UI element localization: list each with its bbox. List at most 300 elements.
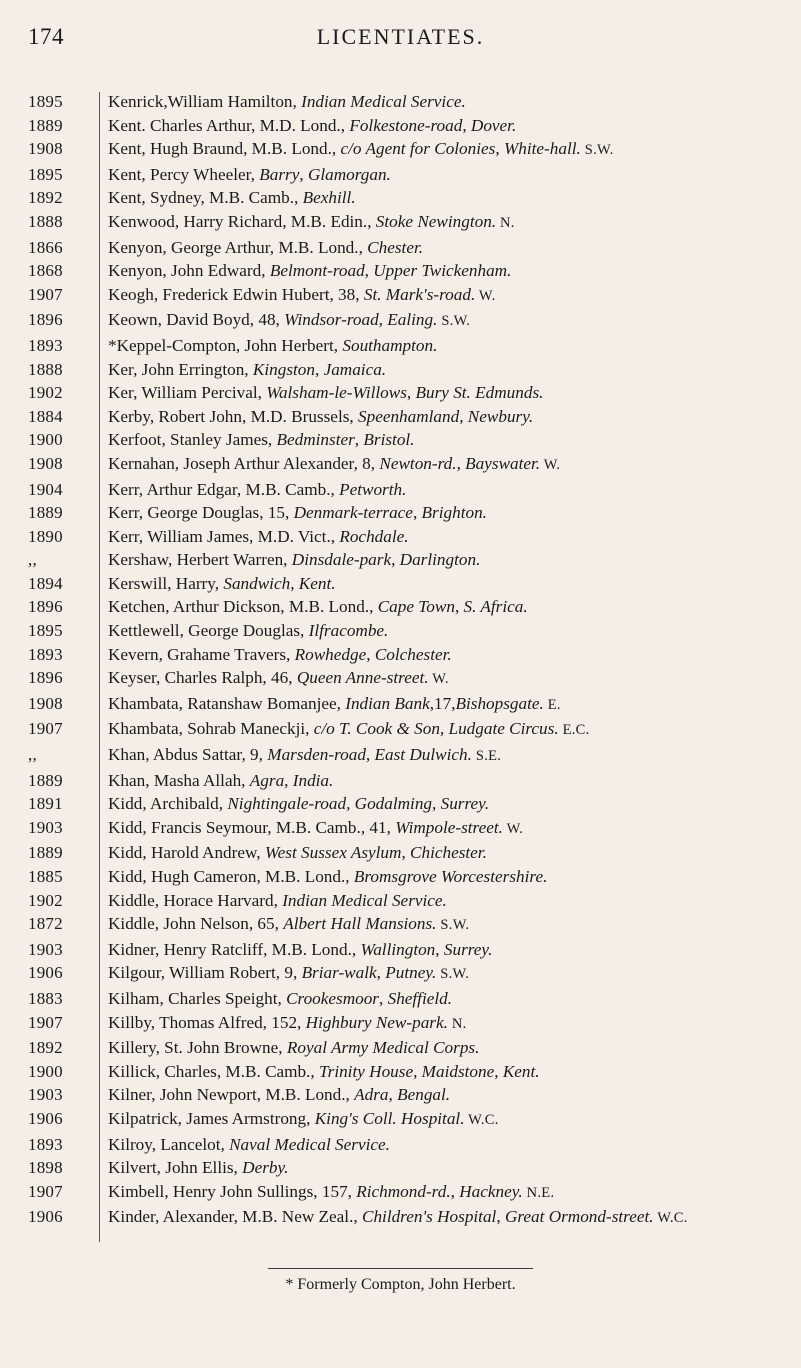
entry-postal-district: W. bbox=[428, 671, 449, 688]
entry-text bbox=[98, 912, 778, 938]
entry-address: Upper Twickenham. bbox=[373, 261, 512, 281]
list-item bbox=[28, 1083, 778, 1107]
entry-address: Dover. bbox=[470, 115, 517, 135]
entry-address: Surrey. bbox=[440, 794, 490, 814]
entry-name: Khambata, Sohrab Maneckji, bbox=[108, 719, 314, 739]
entry-address: Derby. bbox=[242, 1158, 289, 1178]
entry-year: 1907 bbox=[28, 1012, 63, 1032]
entry-address: Highbury New-park. bbox=[305, 1012, 448, 1032]
entry-address: Marsden-road bbox=[267, 745, 366, 765]
entry-name: , bbox=[462, 115, 471, 135]
entry-address: Wallington bbox=[360, 939, 436, 959]
entry-text bbox=[98, 889, 778, 913]
entry-address: Sandwich bbox=[223, 573, 291, 593]
entry-postal-district: S.W. bbox=[436, 917, 470, 934]
entry-address: Colchester. bbox=[374, 644, 452, 664]
entry-year: 1903 bbox=[28, 817, 63, 837]
entry-address: Great Ormond-street. bbox=[504, 1207, 654, 1227]
entry-name: Kilham, Charles Speight, bbox=[108, 988, 287, 1008]
footnote: * Formerly Compton, John Herbert. bbox=[285, 1276, 516, 1293]
entry-year: 1900 bbox=[28, 1061, 63, 1081]
entry-name: Kimbell, Henry John Sullings, 157, bbox=[108, 1181, 357, 1201]
list-item bbox=[28, 137, 778, 163]
entry-name: Kernahan, Joseph Arthur Alexander, 8, bbox=[108, 453, 380, 473]
entry-text bbox=[98, 938, 778, 962]
entry-text bbox=[98, 1180, 778, 1206]
entry-postal-district: E.C. bbox=[558, 722, 590, 739]
list-item bbox=[28, 1011, 778, 1037]
entry-year: 1896 bbox=[28, 597, 63, 617]
entry-name: Kerby, Robert John, M.D. Brussels, bbox=[108, 406, 358, 426]
entry-name: Kilvert, John Ellis, bbox=[108, 1158, 243, 1178]
entry-year: 1908 bbox=[28, 453, 63, 473]
entry-text bbox=[98, 572, 778, 596]
entry-text bbox=[98, 769, 778, 793]
list-item bbox=[28, 428, 778, 452]
entry-text bbox=[98, 186, 778, 210]
entry-name: , bbox=[391, 550, 400, 570]
list-item bbox=[28, 889, 778, 913]
entry-year: 1890 bbox=[28, 526, 63, 546]
entry-address: Bishopsgate. bbox=[455, 693, 544, 713]
list-item bbox=[28, 452, 778, 478]
list-item bbox=[28, 308, 778, 334]
entry-address: Ilfracombe. bbox=[308, 621, 389, 641]
entry-address: Wimpole-street. bbox=[395, 817, 503, 837]
entry-year: 1902 bbox=[28, 383, 63, 403]
entry-year: 1888 bbox=[28, 211, 63, 231]
entry-name: Kiddle, John Nelson, 65, bbox=[108, 914, 284, 934]
entry-text bbox=[98, 137, 778, 163]
entry-address: Putney. bbox=[385, 963, 437, 983]
entry-address: Walsham-le-Willows bbox=[266, 383, 407, 403]
entry-address: Rochdale. bbox=[339, 526, 409, 546]
footnote-rule bbox=[268, 1268, 533, 1269]
list-item bbox=[28, 717, 778, 743]
entry-text bbox=[98, 1107, 778, 1133]
entry-year: 1908 bbox=[28, 693, 63, 713]
list-item bbox=[28, 619, 778, 643]
entry-address: Speenhamland bbox=[358, 406, 460, 426]
list-item bbox=[28, 595, 778, 619]
entry-address: Hackney. bbox=[459, 1181, 523, 1201]
entry-name: , bbox=[364, 261, 374, 281]
entry-name: Kerswill, Harry, bbox=[108, 573, 224, 593]
page-number: 174 bbox=[28, 24, 64, 49]
list-item bbox=[28, 1133, 778, 1157]
entry-address: King's Coll. Hospital. bbox=[314, 1108, 465, 1128]
entry-address: Bromsgrove Worcestershire. bbox=[353, 867, 548, 886]
entry-year: 1898 bbox=[28, 1158, 63, 1178]
entry-text bbox=[98, 283, 778, 309]
entry-year: ,, bbox=[28, 550, 37, 570]
entry-name: , bbox=[376, 963, 386, 983]
entry-address: Indian Medical Service. bbox=[282, 890, 447, 910]
entry-year: 1896 bbox=[28, 310, 63, 330]
list-item bbox=[28, 186, 778, 210]
entry-name: Khan, Abdus Sattar, 9, bbox=[108, 745, 268, 765]
entry-year: 1893 bbox=[28, 335, 63, 355]
entry-postal-district: W.C. bbox=[653, 1210, 688, 1227]
entry-text bbox=[98, 692, 778, 718]
entry-name: Kinder, Alexander, M.B. New Zeal., bbox=[108, 1207, 362, 1227]
entry-text bbox=[98, 548, 778, 572]
entry-address: Glamorgan. bbox=[307, 164, 391, 184]
entry-year: 1883 bbox=[28, 988, 63, 1008]
entry-name: , bbox=[412, 503, 422, 523]
entry-year: 1904 bbox=[28, 479, 63, 499]
entry-text bbox=[98, 308, 778, 334]
entry-address: Maidstone bbox=[421, 1061, 495, 1081]
entry-address: Chichester. bbox=[410, 843, 487, 863]
entry-year: 1903 bbox=[28, 939, 63, 959]
entry-address: Newton-rd. bbox=[379, 453, 457, 473]
entry-address: Kent. bbox=[298, 573, 336, 593]
entry-text bbox=[98, 619, 778, 643]
entry-address: Bury St. Edmunds. bbox=[415, 383, 544, 403]
entry-text bbox=[98, 163, 778, 187]
entry-name: , bbox=[354, 430, 364, 450]
entry-name: , bbox=[494, 1061, 503, 1081]
list-item bbox=[28, 114, 778, 138]
entry-name: , bbox=[413, 1061, 422, 1081]
entry-address: c/o Agent for Colonies bbox=[340, 139, 496, 159]
entry-address: Kingston bbox=[252, 359, 315, 379]
running-title: LICENTIATES. bbox=[316, 24, 485, 49]
entry-name: Kershaw, Herbert Warren, bbox=[108, 550, 292, 570]
entry-text bbox=[98, 717, 778, 743]
entry-name: , bbox=[284, 770, 293, 790]
entry-name: Kidd, Francis Seymour, M.B. Camb., 41, bbox=[108, 817, 396, 837]
entry-address: West Sussex Asylum bbox=[264, 843, 402, 863]
entry-year: 1907 bbox=[28, 719, 63, 739]
entry-name: , bbox=[314, 359, 324, 379]
entry-name: Kent, Sydney, M.B. Camb., bbox=[108, 188, 303, 208]
list-item bbox=[28, 1036, 778, 1060]
entry-name: Kent, Percy Wheeler, bbox=[108, 164, 260, 184]
entry-year: 1893 bbox=[28, 1134, 63, 1154]
entry-address: Albert Hall Mansions. bbox=[283, 914, 437, 934]
entry-text bbox=[98, 1083, 778, 1107]
entry-name: Ker, John Errington, bbox=[108, 359, 253, 379]
entry-name: Kerr, Arthur Edgar, M.B. Camb., bbox=[108, 479, 340, 499]
entry-name: Killby, Thomas Alfred, 152, bbox=[108, 1012, 306, 1032]
entry-address: Nightingale-road bbox=[227, 794, 347, 814]
entry-name: Kidd, Harold Andrew, bbox=[108, 843, 265, 863]
entry-name: ,17, bbox=[429, 693, 456, 713]
entry-name: , bbox=[432, 794, 441, 814]
entry-year: 1885 bbox=[28, 867, 63, 886]
entry-address: Stoke Newington. bbox=[375, 211, 497, 231]
list-item bbox=[28, 210, 778, 236]
list-item bbox=[28, 1107, 778, 1133]
entry-text bbox=[98, 1036, 778, 1060]
list-item bbox=[28, 792, 778, 816]
entry-name: Kidd, Hugh Cameron, M.B. Lond., bbox=[108, 867, 354, 886]
entry-address: Windsor-road bbox=[284, 310, 379, 330]
entry-text bbox=[98, 841, 778, 865]
entry-text bbox=[98, 478, 778, 502]
entry-text bbox=[98, 595, 778, 619]
entry-address: Folkestone-road bbox=[349, 115, 463, 135]
list-item bbox=[28, 381, 778, 405]
entry-address: Darlington. bbox=[399, 550, 481, 570]
entry-address: Chester. bbox=[367, 237, 424, 257]
entry-year: 1895 bbox=[28, 621, 63, 641]
entry-year: 1892 bbox=[28, 1038, 63, 1058]
list-item bbox=[28, 865, 778, 889]
entry-year: 1902 bbox=[28, 890, 63, 910]
list-item bbox=[28, 236, 778, 260]
entry-name: Kenwood, Harry Richard, M.B. Edin., bbox=[108, 211, 376, 231]
entry-text bbox=[98, 90, 778, 114]
entry-postal-district: S.W. bbox=[580, 142, 614, 159]
entry-year: 1889 bbox=[28, 843, 63, 863]
entry-year: 1866 bbox=[28, 237, 63, 257]
entry-address: Bedminster bbox=[276, 430, 355, 450]
entry-year: 1893 bbox=[28, 644, 63, 664]
entry-address: Dinsdale-park bbox=[291, 550, 392, 570]
entry-name: Kidd, Archibald, bbox=[108, 794, 228, 814]
entry-text bbox=[98, 987, 778, 1011]
entry-text bbox=[98, 743, 778, 769]
entry-year: 1894 bbox=[28, 573, 63, 593]
list-item bbox=[28, 769, 778, 793]
entry-address: Belmont-road bbox=[269, 261, 365, 281]
list-item bbox=[28, 666, 778, 692]
entry-postal-district: W.C. bbox=[464, 1111, 499, 1128]
entry-text bbox=[98, 1011, 778, 1037]
entry-address: Bengal. bbox=[397, 1085, 451, 1105]
entry-address: Children's Hospital bbox=[361, 1207, 497, 1227]
entry-address: Cape Town bbox=[377, 597, 455, 617]
entry-address: Naval Medical Service. bbox=[229, 1134, 390, 1154]
entry-postal-district: N. bbox=[496, 214, 515, 231]
list-item bbox=[28, 1156, 778, 1180]
entry-name: Kerfoot, Stanley James, bbox=[108, 430, 277, 450]
list-item bbox=[28, 841, 778, 865]
entry-address: White-hall. bbox=[503, 139, 581, 159]
entry-address: Agra bbox=[249, 770, 285, 790]
list-item bbox=[28, 572, 778, 596]
entry-year: 1906 bbox=[28, 963, 63, 983]
entry-address: Crookesmoor bbox=[286, 988, 379, 1008]
entry-text bbox=[98, 1060, 778, 1084]
entry-address: Southampton. bbox=[342, 335, 438, 355]
entry-name: Kidner, Henry Ratcliff, M.B. Lond., bbox=[108, 939, 361, 959]
entry-address: St. Mark's-road. bbox=[363, 284, 476, 304]
entry-postal-district: W. bbox=[475, 287, 496, 304]
entry-year: 1889 bbox=[28, 503, 63, 523]
entry-text bbox=[98, 381, 778, 405]
entry-address: Indian Medical Service. bbox=[301, 92, 466, 111]
entry-year: 1903 bbox=[28, 1085, 63, 1105]
entry-name: Kent, Hugh Braund, M.B. Lond., bbox=[108, 139, 341, 159]
entry-name: Kerr, William James, M.D. Vict., bbox=[108, 526, 340, 546]
entry-name: , bbox=[459, 406, 468, 426]
entry-text bbox=[98, 666, 778, 692]
entry-name: Kenyon, John Edward, bbox=[108, 261, 270, 281]
entry-year: 1907 bbox=[28, 1181, 63, 1201]
entry-name: *Keppel-Compton, John Herbert, bbox=[108, 335, 343, 355]
entry-address: Rowhedge bbox=[294, 644, 367, 664]
entry-name: Kilgour, William Robert, 9, bbox=[108, 963, 302, 983]
entry-text bbox=[98, 236, 778, 260]
entry-name: , bbox=[379, 988, 388, 1008]
entry-name: , bbox=[290, 573, 299, 593]
entry-text bbox=[98, 816, 778, 842]
entry-text bbox=[98, 1156, 778, 1180]
entry-year: 1908 bbox=[28, 139, 63, 159]
entry-name: , bbox=[299, 164, 308, 184]
list-item bbox=[28, 358, 778, 382]
entry-text bbox=[98, 792, 778, 816]
list-item bbox=[28, 743, 778, 769]
list-item bbox=[28, 816, 778, 842]
list-item bbox=[28, 478, 778, 502]
entry-text bbox=[98, 525, 778, 549]
entry-name: Khan, Masha Allah, bbox=[108, 770, 250, 790]
entry-address: S. Africa. bbox=[463, 597, 528, 617]
entry-year: 1895 bbox=[28, 164, 63, 184]
entry-name: Kettlewell, George Douglas, bbox=[108, 621, 309, 641]
entry-address: Newbury. bbox=[467, 406, 534, 426]
entry-text bbox=[98, 405, 778, 429]
list-item bbox=[28, 1205, 778, 1231]
entry-year: 1889 bbox=[28, 770, 63, 790]
entry-address: Petworth. bbox=[339, 479, 407, 499]
entry-name: , bbox=[378, 310, 388, 330]
entry-year: 1872 bbox=[28, 914, 63, 934]
entry-address: Denmark-terrace bbox=[293, 503, 413, 523]
entry-text bbox=[98, 428, 778, 452]
entry-address: Bexhill. bbox=[302, 188, 356, 208]
entry-year: 1906 bbox=[28, 1108, 63, 1128]
entry-name: Kilroy, Lancelot, bbox=[108, 1134, 230, 1154]
entry-address: Brighton. bbox=[421, 503, 487, 523]
entry-postal-district: S.W. bbox=[436, 966, 470, 983]
entry-name: , bbox=[365, 745, 375, 765]
list-item bbox=[28, 692, 778, 718]
entry-name: , bbox=[406, 383, 416, 403]
entry-name: , bbox=[456, 453, 466, 473]
entry-address: Briar-walk bbox=[301, 963, 377, 983]
entry-address: Surrey. bbox=[443, 939, 493, 959]
entry-name: , bbox=[454, 597, 464, 617]
entry-address: Adra bbox=[354, 1085, 389, 1105]
page-header bbox=[28, 20, 773, 60]
entry-name: Khambata, Ratanshaw Bomanjee, bbox=[108, 693, 346, 713]
entry-year: 1906 bbox=[28, 1207, 63, 1227]
entry-text bbox=[98, 961, 778, 987]
entry-year: 1907 bbox=[28, 284, 63, 304]
list-item bbox=[28, 405, 778, 429]
entry-text bbox=[98, 452, 778, 478]
entry-postal-district: N. bbox=[447, 1015, 467, 1032]
entry-year: 1896 bbox=[28, 668, 63, 688]
entry-name: Kevern, Grahame Travers, bbox=[108, 644, 295, 664]
entry-year: 1895 bbox=[28, 92, 63, 111]
entry-year: ,, bbox=[28, 745, 37, 765]
entry-name: , bbox=[401, 843, 411, 863]
entry-postal-district: S.W. bbox=[437, 313, 471, 330]
list-item bbox=[28, 548, 778, 572]
entry-address: India. bbox=[292, 770, 334, 790]
entry-name: Keown, David Boyd, 48, bbox=[108, 310, 285, 330]
list-item bbox=[28, 912, 778, 938]
entry-address: Queen Anne-street. bbox=[296, 668, 429, 688]
list-item bbox=[28, 961, 778, 987]
entry-address: Jamaica. bbox=[323, 359, 387, 379]
entry-text bbox=[98, 259, 778, 283]
entry-name: Killery, St. John Browne, bbox=[108, 1038, 287, 1058]
entry-address: Richmond-rd. bbox=[356, 1181, 451, 1201]
entry-name: Keogh, Frederick Edwin Hubert, 38, bbox=[108, 284, 364, 304]
list-item bbox=[28, 501, 778, 525]
entry-address: Kent. bbox=[502, 1061, 540, 1081]
entry-text bbox=[98, 501, 778, 525]
entry-name: Ketchen, Arthur Dickson, M.B. Lond., bbox=[108, 597, 378, 617]
entry-text bbox=[98, 358, 778, 382]
entry-name: , bbox=[346, 794, 355, 814]
entry-year: 1868 bbox=[28, 261, 63, 281]
entry-name: , bbox=[450, 1181, 460, 1201]
list-item bbox=[28, 987, 778, 1011]
entry-name: Kenrick,William Hamilton, bbox=[108, 92, 302, 111]
list-item bbox=[28, 1060, 778, 1084]
entry-text bbox=[98, 1205, 778, 1231]
entry-year: 1892 bbox=[28, 188, 63, 208]
entry-name: Kerr, George Douglas, 15, bbox=[108, 503, 294, 523]
entry-address: Ealing. bbox=[387, 310, 438, 330]
entry-year: 1888 bbox=[28, 359, 63, 379]
entry-address: Bristol. bbox=[363, 430, 415, 450]
entry-text bbox=[98, 643, 778, 667]
entry-address: Indian Bank bbox=[345, 693, 430, 713]
entry-name: Kilner, John Newport, M.B. Lond., bbox=[108, 1085, 355, 1105]
entry-name: Ker, William Percival, bbox=[108, 383, 267, 403]
entry-name: Kenyon, George Arthur, M.B. Lond., bbox=[108, 237, 368, 257]
entry-name: , bbox=[435, 939, 444, 959]
entry-address: Sheffield. bbox=[387, 988, 453, 1008]
licentiates-list bbox=[28, 90, 778, 1231]
entry-name: , bbox=[388, 1085, 398, 1105]
list-item bbox=[28, 643, 778, 667]
entry-year: 1900 bbox=[28, 430, 63, 450]
entry-text bbox=[98, 865, 778, 889]
entry-postal-district: W. bbox=[540, 456, 561, 473]
list-item bbox=[28, 259, 778, 283]
entry-text bbox=[98, 1133, 778, 1157]
entry-postal-district: W. bbox=[502, 820, 524, 837]
entry-address: Bayswater. bbox=[465, 453, 541, 473]
entry-text bbox=[98, 114, 778, 138]
entry-address: c/o T. Cook & Son, Ludgate Circus. bbox=[313, 719, 559, 739]
list-item bbox=[28, 938, 778, 962]
entry-address: Godalming bbox=[354, 794, 432, 814]
entry-name: , bbox=[495, 139, 504, 159]
list-item bbox=[28, 163, 778, 187]
entry-year: 1891 bbox=[28, 794, 63, 814]
entry-name: , bbox=[366, 644, 375, 664]
entry-address: Barry bbox=[259, 164, 300, 184]
entry-postal-district: E. bbox=[543, 696, 561, 713]
entry-postal-district: N.E. bbox=[522, 1184, 555, 1201]
entry-name: Kent. Charles Arthur, M.D. Lond., bbox=[108, 115, 350, 135]
entry-name: Kilpatrick, James Armstrong, bbox=[108, 1108, 315, 1128]
entry-address: Royal Army Medical Corps. bbox=[286, 1038, 480, 1058]
list-item bbox=[28, 334, 778, 358]
